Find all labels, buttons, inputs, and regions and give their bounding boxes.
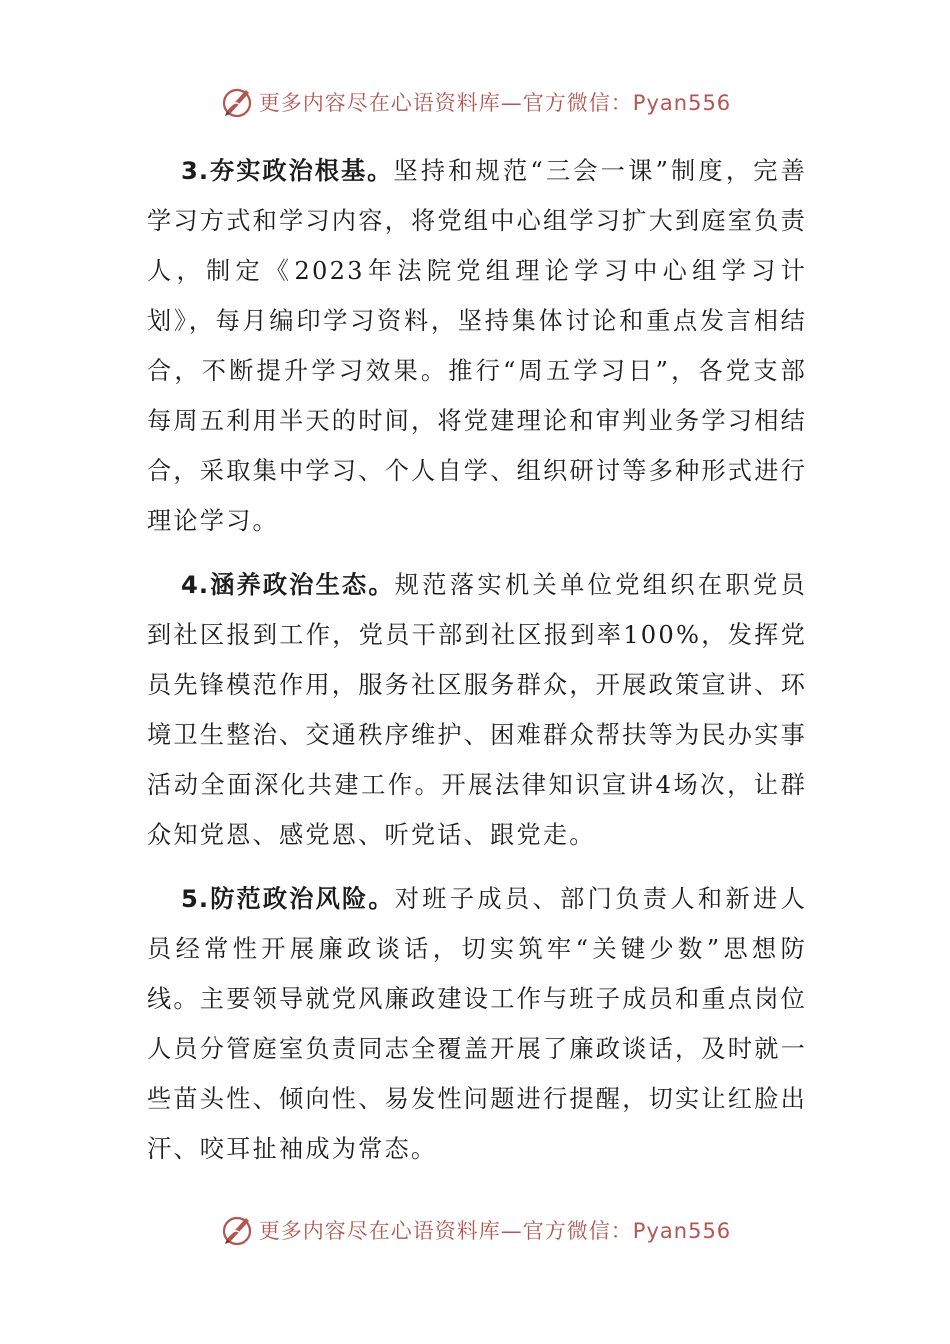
- pen-logo-icon: [219, 84, 255, 120]
- watermark-text: 更多内容尽在心语资料库—官方微信：Pyan556: [258, 91, 732, 115]
- document-body: [147, 146, 807, 1188]
- pen-logo-icon: [219, 1212, 255, 1248]
- header-watermark-banner: [0, 80, 950, 124]
- paragraph-heading: 3.夯实政治根基。: [181, 157, 394, 185]
- paragraph-body: 规范落实机关单位党组织在职党员到社区报到工作，党员干部到社区报到率100%，发挥党员先锋模范作用，服务社区服务群众，开展政策宣讲、环境卫生整治、交通秩序维护、困难群众帮扶等为民办实事活动全面深化共建工作。开展法律知识宣讲4场次，让群众知党恩、感党恩、听党话、跟党走。: [147, 571, 807, 849]
- paragraph-heading: 5.防范政治风险。: [181, 885, 395, 913]
- paragraph-3: [147, 146, 807, 546]
- paragraph-5: [147, 874, 807, 1174]
- paragraph-body: 坚持和规范“三会一课”制度，完善学习方式和学习内容，将党组中心组学习扩大到庭室负责人，制定《2023年法院党组理论学习中心组学习计划》，每月编印学习资料，坚持集体讨论和重点发言相结合，不断提升学习效果。推行“周五学习日”，各党支部每周五利用半天的时间，将党建理论和审判业务学习相结合，采取集中学习、个人自学、组织研讨等多种形式进行理论学习。: [147, 157, 807, 535]
- footer-watermark-banner: [0, 1208, 950, 1252]
- paragraph-4: [147, 560, 807, 860]
- paragraph-body: 对班子成员、部门负责人和新进人员经常性开展廉政谈话，切实筑牢“关键少数”思想防线。主要领导就党风廉政建设工作与班子成员和重点岗位人员分管庭室负责同志全覆盖开展了廉政谈话，及时就一些苗头性、倾向性、易发性问题进行提醒，切实让红脸出汗、咬耳扯袖成为常态。: [147, 885, 807, 1163]
- watermark-text: 更多内容尽在心语资料库—官方微信：Pyan556: [258, 1219, 732, 1243]
- paragraph-heading: 4.涵养政治生态。: [181, 571, 395, 599]
